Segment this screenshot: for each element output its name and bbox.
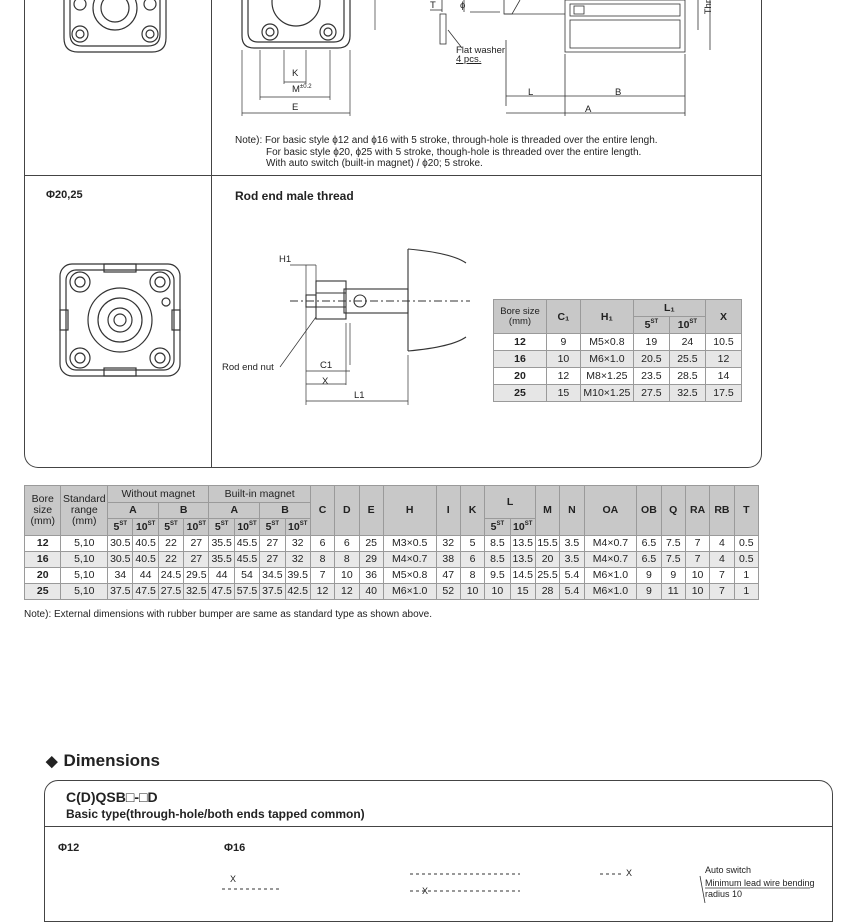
main-table-cell: 12 (335, 583, 359, 599)
main-table-cell: 27 (260, 551, 285, 567)
rod-table-cell: 9 (546, 334, 580, 351)
rod-table-cell: 14 (705, 368, 741, 385)
main-table-cell: 22 (158, 551, 183, 567)
main-th-k: K (460, 486, 484, 536)
main-table-cell: 6.5 (637, 535, 661, 551)
main-table-cell: 7 (710, 567, 734, 583)
main-table-cell: 57.5 (234, 583, 259, 599)
main-th-d: D (335, 486, 359, 536)
main-table-cell: 32.5 (184, 583, 209, 599)
rod-table-cell: M6×1.0 (580, 351, 633, 368)
main-th-l-st10: 10ST (510, 519, 535, 536)
top-left-end-view-drawing (60, 0, 170, 60)
main-table-cell: 0.5 (734, 535, 758, 551)
flat-washer-label: Flat washer (456, 45, 506, 56)
rod-table-cell: 27.5 (633, 385, 669, 402)
main-th-h: H (383, 486, 436, 536)
rod-th-10st: 10ST (669, 317, 705, 334)
rod-table-cell: 15 (546, 385, 580, 402)
main-table-cell: 1 (734, 567, 758, 583)
main-th-c: C (310, 486, 334, 536)
note-line-1: Note): For basic style ϕ12 and ϕ16 with 5 stroke, through-hole is threaded over the entire lengh. (235, 135, 658, 146)
dim-l: L (528, 87, 534, 98)
main-th-ob: OB (637, 486, 661, 536)
top-mid-end-view-drawing (230, 0, 390, 120)
rod-section-bore-label: Φ20,25 (46, 189, 83, 201)
rod-table-cell: M10×1.25 (580, 385, 633, 402)
main-th-l-st5: 5ST (485, 519, 510, 536)
main-table-cell: 10 (485, 583, 510, 599)
main-table-cell: M6×1.0 (584, 583, 637, 599)
main-table-cell: 6 (310, 535, 334, 551)
main-th-stroke: Standard range (mm) (61, 486, 108, 536)
dim-phi: ϕ (460, 0, 466, 11)
bore-phi12-label: Φ12 (58, 842, 80, 854)
main-table-cell: 45.5 (234, 551, 259, 567)
note-line-3: With auto switch (built-in magnet) / ϕ20; 5 stroke. (266, 158, 483, 169)
rod-table-cell: 24 (669, 334, 705, 351)
rod-table-cell: 23.5 (633, 368, 669, 385)
main-table-cell: 1 (734, 583, 758, 599)
dim-l1: L1 (354, 390, 365, 401)
main-th-st5: 5ST (260, 519, 285, 536)
rod-table-row (494, 368, 742, 385)
main-table-cell: 10 (460, 583, 484, 599)
main-table-cell: 47 (436, 567, 460, 583)
main-table-cell: 35.5 (209, 535, 234, 551)
main-table-cell: 4 (710, 551, 734, 567)
main-table-cell: 40.5 (133, 551, 158, 567)
main-table-cell: 7.5 (661, 551, 685, 567)
main-dimension-table (24, 485, 759, 600)
main-table-cell: 27 (260, 535, 285, 551)
main-table-cell: 10 (685, 583, 709, 599)
main-th-st5: 5ST (108, 519, 133, 536)
main-table-cell: 38 (436, 551, 460, 567)
rod-table-cell: 17.5 (705, 385, 741, 402)
lower-dim-x-1: X (230, 874, 237, 884)
main-th-m: M (535, 486, 559, 536)
rod-th-bore: Bore size (mm) (494, 300, 547, 334)
main-table-cell: 8.5 (485, 551, 510, 567)
main-table-cell: 5 (460, 535, 484, 551)
rod-table-cell: 19 (633, 334, 669, 351)
lower-dim-x-3: X (626, 868, 633, 878)
main-table-cell: M6×1.0 (584, 567, 637, 583)
main-table-cell: 37.5 (260, 583, 285, 599)
note-line-2: For basic style ϕ20, ϕ25 with 5 stroke, though-hole is threaded over the entire length. (266, 146, 642, 158)
rod-table-cell: 25 (494, 385, 547, 402)
rod-table-cell: 16 (494, 351, 547, 368)
dim-h1: H1 (279, 254, 292, 265)
main-table-cell: M4×0.7 (584, 551, 637, 567)
main-table-cell: 54 (234, 567, 259, 583)
main-th-ra: RA (685, 486, 709, 536)
main-table-row (25, 583, 759, 599)
rod-table-cell: 12 (705, 351, 741, 368)
main-th-st5: 5ST (158, 519, 183, 536)
main-th-without-magnet: Without magnet (108, 486, 209, 503)
rod-table-cell: 28.5 (669, 368, 705, 385)
rod-table-cell: 10 (546, 351, 580, 368)
main-table-cell: 7 (685, 535, 709, 551)
main-th-i: I (436, 486, 460, 536)
main-table-cell: 8 (310, 551, 334, 567)
flat-washer-count: 4 pcs. (456, 54, 482, 65)
main-table-cell: 7 (310, 567, 334, 583)
rod-table-row (494, 334, 742, 351)
main-table-cell: 37.5 (108, 583, 133, 599)
main-th-rb: RB (710, 486, 734, 536)
main-table-cell: 7.5 (661, 535, 685, 551)
end-view-phi20-25-drawing (56, 260, 186, 382)
main-table-cell: 8 (460, 567, 484, 583)
main-table-cell: 13.5 (510, 535, 535, 551)
main-table-cell: 0.5 (734, 551, 758, 567)
main-table-cell: 9 (661, 567, 685, 583)
main-table-cell: 52 (436, 583, 460, 599)
panel-divider-horizontal (25, 175, 761, 176)
main-th-st10: 10ST (133, 519, 158, 536)
main-th-st10: 10ST (285, 519, 310, 536)
main-table-cell: 42.5 (285, 583, 310, 599)
main-table-cell: 16 (25, 551, 61, 567)
main-table-cell: 10 (335, 567, 359, 583)
main-table-row (25, 551, 759, 567)
main-table-cell: 25 (25, 583, 61, 599)
panel-divider-vertical (211, 0, 212, 467)
main-table-cell: 47.5 (133, 583, 158, 599)
main-table-cell: 40.5 (133, 535, 158, 551)
dim-x: X (322, 376, 329, 387)
main-th-b-built-in: B (260, 502, 311, 519)
main-th-n: N (560, 486, 584, 536)
main-th-a-built-in: A (209, 502, 260, 519)
main-table-cell: 5,10 (61, 567, 108, 583)
rod-table-cell: M5×0.8 (580, 334, 633, 351)
main-table-cell: 39.5 (285, 567, 310, 583)
main-table-cell: 5,10 (61, 551, 108, 567)
auto-switch-label: Auto switch (705, 865, 752, 875)
main-table-cell: 20 (535, 551, 559, 567)
main-th-a-without: A (108, 502, 159, 519)
dim-b: B (615, 87, 622, 98)
main-table-cell: 30.5 (108, 551, 133, 567)
main-table-cell: M5×0.8 (383, 567, 436, 583)
dim-thr: Thr (703, 0, 714, 15)
main-table-cell: 47.5 (209, 583, 234, 599)
main-table-cell: 45.5 (234, 535, 259, 551)
main-table-cell: 12 (310, 583, 334, 599)
main-table-cell: 34 (108, 567, 133, 583)
main-table-cell: 5,10 (61, 583, 108, 599)
main-table-cell: 9.5 (485, 567, 510, 583)
main-table-cell: 22 (158, 535, 183, 551)
main-th-t: T (734, 486, 758, 536)
main-table-cell: 20 (25, 567, 61, 583)
main-table-row (25, 535, 759, 551)
main-th-b-without: B (158, 502, 209, 519)
main-table-cell: 12 (25, 535, 61, 551)
lower-dim-x-2: X (422, 886, 429, 896)
main-table-cell: 34.5 (260, 567, 285, 583)
main-table-cell: 15 (510, 583, 535, 599)
main-table-cell: 6 (335, 535, 359, 551)
rod-table-cell: 12 (494, 334, 547, 351)
min-lead-wire-label: Minimum lead wire bending (705, 878, 815, 888)
bore-phi16-label: Φ16 (224, 842, 246, 854)
rod-end-nut-label: Rod end nut (222, 362, 274, 373)
main-th-st10: 10ST (234, 519, 259, 536)
main-table-cell: 11 (661, 583, 685, 599)
main-table-cell: 32 (285, 551, 310, 567)
main-th-st5: 5ST (209, 519, 234, 536)
main-table-cell: 29 (359, 551, 383, 567)
main-table-cell: 13.5 (510, 551, 535, 567)
rod-table-cell: 25.5 (669, 351, 705, 368)
model-code: C(D)QSB□-□D (66, 789, 158, 805)
main-table-cell: 30.5 (108, 535, 133, 551)
main-th-oa: OA (584, 486, 637, 536)
main-table-cell: 44 (133, 567, 158, 583)
main-table-cell: 3.5 (560, 551, 584, 567)
rod-end-side-drawing (220, 245, 480, 410)
main-table-cell: 27 (184, 535, 209, 551)
main-table-note: Note): External dimensions with rubber bumper are same as standard type as shown above. (24, 609, 432, 620)
main-table-cell: 5.4 (560, 567, 584, 583)
main-table-cell: 29.5 (184, 567, 209, 583)
main-table-cell: 44 (209, 567, 234, 583)
main-table-cell: 25.5 (537, 569, 558, 581)
main-table-cell: 25 (359, 535, 383, 551)
main-table-cell: M3×0.5 (383, 535, 436, 551)
rod-table-row (494, 351, 742, 368)
rod-th-c1: C₁ (546, 300, 580, 334)
main-table-cell: 8.5 (485, 535, 510, 551)
main-table-cell: 27 (184, 551, 209, 567)
main-table-cell: 15.5 (537, 537, 558, 549)
main-table-cell: 9 (637, 583, 661, 599)
main-table-cell: 7 (710, 583, 734, 599)
main-table-cell: 10 (685, 567, 709, 583)
through-hole-note (235, 135, 658, 170)
rod-th-l1: L₁ (633, 300, 705, 317)
rod-section-title: Rod end male thread (235, 189, 354, 203)
main-table-cell: 4 (710, 535, 734, 551)
diamond-bullet-icon: ◆ (46, 753, 58, 770)
main-table-cell: 7 (685, 551, 709, 567)
radius-label: radius 10 (705, 889, 743, 899)
main-table-cell: 28 (535, 583, 559, 599)
main-table-cell: 6 (460, 551, 484, 567)
main-table-cell: 24.5 (158, 567, 183, 583)
dim-k: K (292, 68, 299, 79)
main-th-st10: 10ST (184, 519, 209, 536)
lower-drawing-partial (220, 864, 820, 903)
rod-th-x: X (705, 300, 741, 334)
rod-end-dimension-table (493, 299, 742, 402)
main-table-row (25, 567, 759, 583)
dim-m: $M^{\pm 0.2}$ (292, 84, 312, 95)
main-table-cell: 36 (359, 567, 383, 583)
dim-a: A (585, 104, 592, 115)
main-table-cell: 27.5 (158, 583, 183, 599)
rod-th-5st: 5ST (633, 317, 669, 334)
main-table-cell: 32 (436, 535, 460, 551)
model-subtitle: Basic type(through-hole/both ends tapped common) (66, 807, 365, 821)
rod-table-cell: 12 (546, 368, 580, 385)
main-table-cell: 14.5 (510, 567, 535, 583)
dim-c1: C1 (320, 360, 333, 371)
main-table-cell: 6.5 (637, 551, 661, 567)
main-table-cell: M4×0.7 (383, 551, 436, 567)
rod-table-row (494, 385, 742, 402)
dim-t: T (430, 0, 436, 11)
main-th-built-in-magnet: Built-in magnet (209, 486, 310, 503)
main-table-cell: 9 (637, 567, 661, 583)
rod-table-cell: 32.5 (669, 385, 705, 402)
main-table-cell: M4×0.7 (584, 535, 637, 551)
rod-table-cell: 20 (494, 368, 547, 385)
main-th-l: L (485, 486, 536, 519)
main-th-bore: Bore size (mm) (25, 486, 61, 536)
rod-th-h1: H₁ (580, 300, 633, 334)
main-th-q: Q (661, 486, 685, 536)
main-table-cell: 35.5 (209, 551, 234, 567)
main-table-cell: 8 (335, 551, 359, 567)
main-table-cell: 5.4 (560, 583, 584, 599)
main-th-e: E (359, 486, 383, 536)
dimensions-heading: ◆ Dimensions (46, 751, 160, 770)
rod-table-cell: 20.5 (633, 351, 669, 368)
main-table-cell: 5,10 (61, 535, 108, 551)
lower-panel-divider (45, 826, 832, 827)
dim-e: E (292, 102, 299, 113)
rod-table-cell: M8×1.25 (580, 368, 633, 385)
rod-table-cell: 10.5 (705, 334, 741, 351)
main-table-cell: M6×1.0 (383, 583, 436, 599)
main-table-cell: 40 (359, 583, 383, 599)
main-table-cell: 3.5 (560, 535, 584, 551)
main-table-cell: 32 (285, 535, 310, 551)
